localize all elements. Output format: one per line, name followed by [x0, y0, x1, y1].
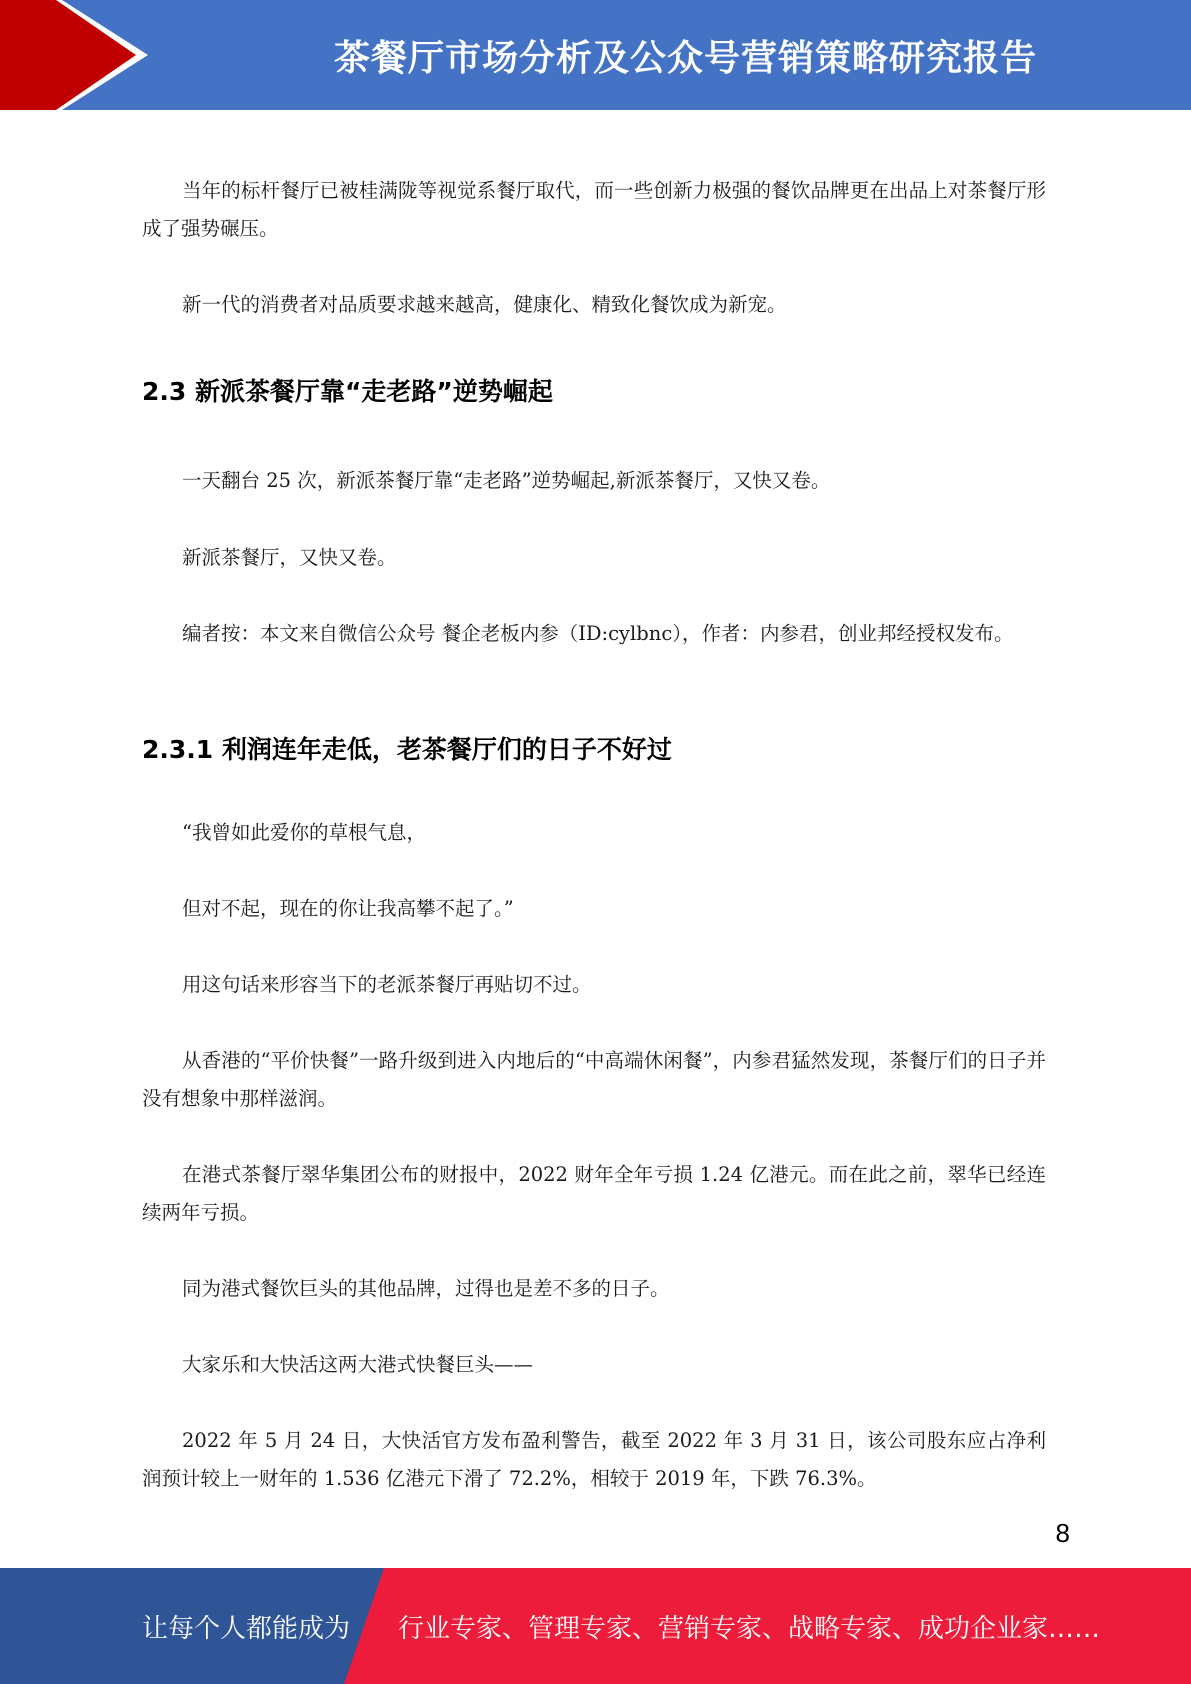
paragraph: 用这句话来形容当下的老派茶餐厅再贴切不过。	[182, 973, 592, 996]
paragraph: 大家乐和大快活这两大港式快餐巨头——	[182, 1353, 534, 1376]
paragraph: 在港式茶餐厅翠华集团公布的财报中，2022 财年全年亏损 1.24 亿港元。而在此之前，翠华已经连续两年亏损。	[142, 1163, 1046, 1224]
paragraph: 新一代的消费者对品质要求越来越高，健康化、精致化餐饮成为新宠。	[182, 293, 787, 316]
report-title: 茶餐厅市场分析及公众号营销策略研究报告	[333, 37, 1037, 79]
section-heading-2-3: 2.3 新派茶餐厅靠“走老路”逆势崛起	[142, 377, 553, 406]
paragraph: 从香港的“平价快餐”一路升级到进入内地后的“中高端休闲餐”，内参君猛然发现，茶餐厅们的日子并没有想象中那样滋润。	[142, 1049, 1046, 1110]
header-banner	[0, 0, 1191, 110]
footer-slogan-left: 让每个人都能成为	[142, 1613, 351, 1644]
paragraph: 但对不起，现在的你让我高攀不起了。”	[182, 897, 514, 920]
page-number: 8	[1055, 1518, 1070, 1548]
paragraph: 2022 年 5 月 24 日，大快活官方发布盈利警告，截至 2022 年 3 月 31 日，该公司股东应占净利润预计较上一财年的 1.536 亿港元下滑了 72.2%，相较于 2019 年，下跌 76.3%。	[142, 1429, 1046, 1490]
paragraph: 同为港式餐饮巨头的其他品牌，过得也是差不多的日子。	[182, 1277, 670, 1300]
paragraph: “我曾如此爱你的草根气息，	[182, 821, 426, 844]
section-heading-2-3-1: 2.3.1 利润连年走低，老茶餐厅们的日子不好过	[142, 735, 672, 764]
footer-banner	[0, 1568, 1191, 1684]
paragraph: 新派茶餐厅，又快又卷。	[182, 546, 397, 569]
paragraph: 一天翻台 25 次，新派茶餐厅靠“走老路”逆势崛起,新派茶餐厅，又快又卷。	[182, 469, 831, 492]
paragraph: 当年的标杆餐厅已被桂满陇等视觉系餐厅取代，而一些创新力极强的餐饮品牌更在出品上对茶餐厅形成了强势碾压。	[142, 179, 1046, 240]
footer-slogan-right: 行业专家、管理专家、营销专家、战略专家、成功企业家……	[398, 1613, 1101, 1644]
paragraph: 编者按：本文来自微信公众号 餐企老板内参（ID:cylbnc），作者：内参君，创业邦经授权发布。	[182, 622, 1014, 645]
